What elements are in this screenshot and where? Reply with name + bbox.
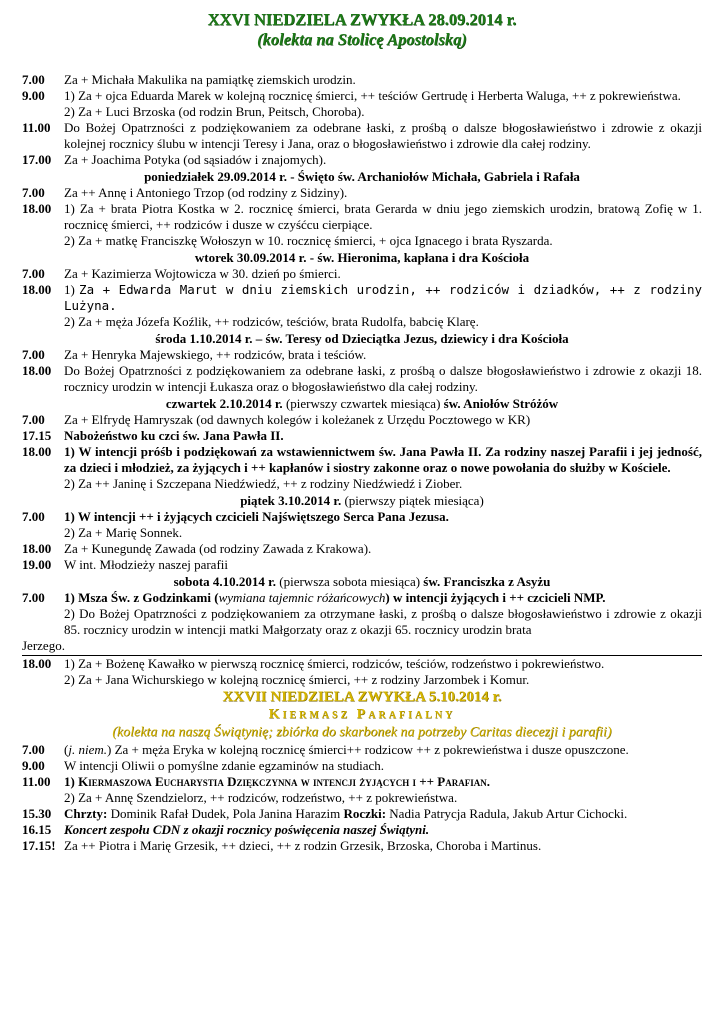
mass-entry (22, 72, 702, 88)
mass-intention (64, 590, 702, 606)
mass-sub-intention: 2) Za + Annę Szendzielorz, ++ rodziców, rodzeństwo, ++ z pokrewieństwa. (64, 790, 458, 805)
day-heading-wednesday: środa 1.10.2014 r. – św. Teresy od Dzieciątka Jezus, dziewicy i dra Kościoła (155, 331, 569, 346)
mass-entry (22, 742, 702, 758)
mass-time: 17.00 (22, 152, 52, 167)
mass-entry (22, 282, 702, 314)
mass-time: 18.00 (22, 444, 52, 459)
mass-intention: Za ++ Annę i Antoniego Trzop (od rodziny z Sidziny). (64, 185, 348, 200)
mass-entry (22, 428, 702, 444)
day-date: sobota 4.10.2014 r. (173, 574, 277, 589)
mass-intention: 1) Za + Bożenę Kawałko w pierwszą rocznicę śmierci, rodziców, teściów, rodzeństwo i pokrewieństwo. (64, 656, 605, 671)
mass-entry (22, 822, 702, 838)
day-heading-saturday (22, 573, 702, 590)
mass-entry (22, 88, 702, 104)
mass-time: 17.15! (22, 838, 56, 853)
baptisms-names: Dominik Rafał Dudek, Pola Janina Harazim (107, 806, 344, 821)
mass-intention: 1) W intencji ++ i żyjących czcicieli Najświętszego Serca Pana Jezusa. (64, 509, 449, 524)
mass-entry (22, 557, 702, 573)
mass-entry (22, 541, 702, 557)
mass-entry (22, 509, 702, 525)
day-feast: św. Franciszka z Asyżu (423, 574, 551, 589)
day-note: (pierwszy piątek miesiąca) (341, 493, 484, 508)
mass-sub-intention: 2) Za + Luci Brzoska (od rodzin Brun, Peitsch, Choroba). (64, 104, 365, 119)
sunday-title: XXVI NIEDZIELA ZWYKŁA 28.09.2014 r. (207, 10, 517, 29)
mass-time: 9.00 (22, 88, 45, 103)
mass-entry (22, 774, 702, 790)
intention-text: Za + Edwarda Marut w dniu ziemskich urodzin, ++ rodziców i dziadków, ++ z rodziny Lużyna. (64, 282, 702, 313)
mass-time: 7.00 (22, 509, 45, 524)
mass-entry (22, 656, 702, 672)
mass-intention: 1) Kiermaszowa Eucharystia Dziękczynna w intencji żyjących i ++ Parafian. (64, 774, 490, 789)
mass-intention: Nabożeństwo ku czci św. Jana Pawła II. (64, 428, 284, 443)
mass-intention: Za + Kunegundę Zawada (od rodziny Zawada z Krakowa). (64, 541, 372, 556)
mass-entry (22, 590, 702, 606)
mass-time: 15.30 (22, 806, 52, 821)
day-feast: św. Aniołów Stróżów (443, 396, 559, 411)
mass-intention (64, 282, 702, 314)
mass-time: 18.00 (22, 201, 52, 216)
day-note: (pierwszy czwartek miesiąca) (282, 396, 444, 411)
mass-entry (22, 347, 702, 363)
day-heading-tuesday: wtorek 30.09.2014 r. - św. Hieronima, kapłana i dra Kościoła (194, 250, 530, 265)
mass-sub-intention: 2) Do Bożej Opatrzności z podziękowaniem za otrzymane łaski, z prośbą o dalsze błogosławieństwo i zdrowie z okazji 85. rocznicy urodzin w intencji matki Małgorzaty oraz z okazji 65. rocznicy urodzin brata (64, 606, 702, 637)
intention-part: ) w intencji żyjących i ++ czcicieli NMP. (385, 590, 606, 605)
sunday2-kolekta: (kolekta na naszą Świątynię; zbiórka do skarbonek na potrzeby Caritas diecezji i parafii) (112, 725, 612, 740)
intention-part-italic: wymiana tajemnic różańcowych (218, 590, 386, 605)
mass-intention: Za ++ Piotra i Marię Grzesik, ++ dzieci, ++ z rodzin Grzesik, Brzoska, Choroba i Martinus. (64, 838, 542, 853)
day-heading-monday: poniedziałek 29.09.2014 r. - Święto św. Archaniołów Michała, Gabriela i Rafała (144, 169, 580, 184)
mass-time: 7.00 (22, 185, 45, 200)
concert-note: Koncert zespołu CDN z okazji rocznicy poświęcenia naszej Świątyni. (64, 822, 430, 837)
mass-intention: Za + Joachima Potyka (od sąsiadów i znajomych). (64, 152, 327, 167)
mass-intention: Do Bożej Opatrzności z podziękowaniem za odebrane łaski, z prośbą o dalsze błogosławieństwo i zdrowie z okazji kolejnej rocznicy ślubu w intencji Teresy i Jana, oraz o błogosławieństwo i zdrowie dla całej rodziny. (64, 120, 702, 151)
mass-entry (22, 120, 702, 152)
mass-time: 7.00 (22, 412, 45, 427)
birthdays-names: Nadia Patrycja Radula, Jakub Artur Cichocki. (386, 806, 628, 821)
mass-entry (22, 152, 702, 168)
mass-time: 11.00 (22, 120, 51, 135)
mass-entry (22, 201, 702, 233)
day-note: (pierwsza sobota miesiąca) (276, 574, 424, 589)
mass-entry (22, 185, 702, 201)
day-date: piątek 3.10.2014 r. (240, 493, 342, 508)
bulletin-page (22, 10, 702, 854)
mass-time: 7.00 (22, 347, 45, 362)
day-date: czwartek 2.10.2014 r. (165, 396, 283, 411)
mass-time: 7.00 (22, 72, 45, 87)
mass-time: 7.00 (22, 590, 45, 605)
intention-part: ) Za + męża Eryka w kolejną rocznicę śmierci++ rodzicow ++ z pokrewieństwa i dusze opuszczone. (106, 742, 629, 757)
mass-sub-intention: 2) Za + męża Józefa Koźlik, ++ rodziców, teściów, brata Rudolfa, babcię Klarę. (64, 314, 479, 329)
sunday-kolekta: (kolekta na Stolicę Apostolską) (257, 30, 467, 49)
mass-entry (22, 363, 702, 395)
mass-sub-intention: 2) Za + Jana Wichurskiego w kolejną rocznicę śmierci, ++ z rodziny Jarzombek i Komur. (64, 672, 530, 687)
mass-sub-intention: 2) Za ++ Janinę i Szczepana Niedźwiedź, ++ z rodziny Niedźwiedź i Ziober. (64, 476, 463, 491)
mass-entry (22, 266, 702, 282)
mass-time: 11.00 (22, 774, 51, 789)
birthdays-label: Roczki: (343, 806, 387, 821)
mass-entry (22, 838, 702, 854)
mass-intention: 1) Za + ojca Eduarda Marek w kolejną rocznicę śmierci, ++ teściów Gertrudę i Herberta Waluga, ++ z pokrewieństwa. (64, 88, 681, 103)
mass-time: 16.15 (22, 822, 52, 837)
mass-time: 18.00 (22, 282, 52, 297)
mass-intention: Za + Kazimierza Wojtowicza w 30. dzień po śmierci. (64, 266, 341, 281)
intention-part: ( (64, 742, 69, 757)
mass-time: 17.15 (22, 428, 52, 443)
mass-sub-intention: 2) Za + matkę Franciszkę Wołoszyn w 10. rocznicę śmierci, + ojca Ignacego i brata Ryszarda. (64, 233, 553, 248)
mass-entry (22, 806, 702, 822)
mass-entry (22, 758, 702, 774)
kiermasz-heading: Kiermasz Parafialny (268, 707, 456, 722)
mass-intention (64, 742, 702, 758)
mass-intention: 1) W intencji próśb i podziękowań za wstawiennictwem św. Jana Pawła II. Za rodziny naszej Parafii i jej jedność, za dzieci i młodzież, za żyjących i ++ kapłanów i siostry zakonne oraz o nowe powołania do służby w Kościele. (64, 444, 702, 475)
mass-time: 7.00 (22, 266, 45, 281)
sunday2-title: XXVII NIEDZIELA ZWYKŁA 5.10.2014 r. (222, 689, 502, 705)
mass-entry (22, 412, 702, 428)
mass-time: 9.00 (22, 758, 45, 773)
intention-part: 1) Msza Św. z Godzinkami ( (64, 590, 219, 605)
mass-time: 18.00 (22, 656, 52, 671)
mass-time: 18.00 (22, 363, 52, 378)
mass-intention (64, 806, 702, 822)
mass-time: 18.00 (22, 541, 52, 556)
mass-intention: Za + Elfrydę Hamryszak (od dawnych kolegów i koleżanek z Urzędu Pocztowego w KR) (64, 412, 531, 427)
day-heading-thursday (22, 395, 702, 412)
mass-sub-intention-continued: Jerzego. (22, 638, 65, 653)
mass-entry (22, 444, 702, 476)
mass-intention: Do Bożej Opatrzności z podziękowaniem za odebrane łaski, z prośbą o dalsze błogosławieństwo i zdrowie z okazji 18. rocznicy urodzin w intencji Łukasza oraz o błogosławieństwo dla całej rodziny. (64, 363, 702, 394)
mass-sub-intention: 2) Za + Marię Sonnek. (64, 525, 183, 540)
mass-intention: Za + Henryka Majewskiego, ++ rodziców, brata i teściów. (64, 347, 367, 362)
baptisms-label: Chrzty: (64, 806, 108, 821)
mass-intention: Za + Michała Makulika na pamiątkę ziemskich urodzin. (64, 72, 356, 87)
day-heading-friday (22, 492, 702, 509)
mass-intention: W int. Młodzieży naszej parafii (64, 557, 229, 572)
mass-intention: 1) Za + brata Piotra Kostka w 2. rocznicę śmierci, brata Gerarda w dniu jego ziemskich urodzin, bratową Zofię w 1. rocznicę śmierci, ++ rodziców i dusze w czyśćcu cierpiące. (64, 201, 702, 232)
mass-intention: W intencji Oliwii o pomyślne zdanie egzaminów na studiach. (64, 758, 384, 773)
mass-time: 7.00 (22, 742, 45, 757)
mass-time: 19.00 (22, 557, 52, 572)
intention-number: 1) (64, 282, 80, 297)
language-note: j. niem. (68, 742, 107, 757)
